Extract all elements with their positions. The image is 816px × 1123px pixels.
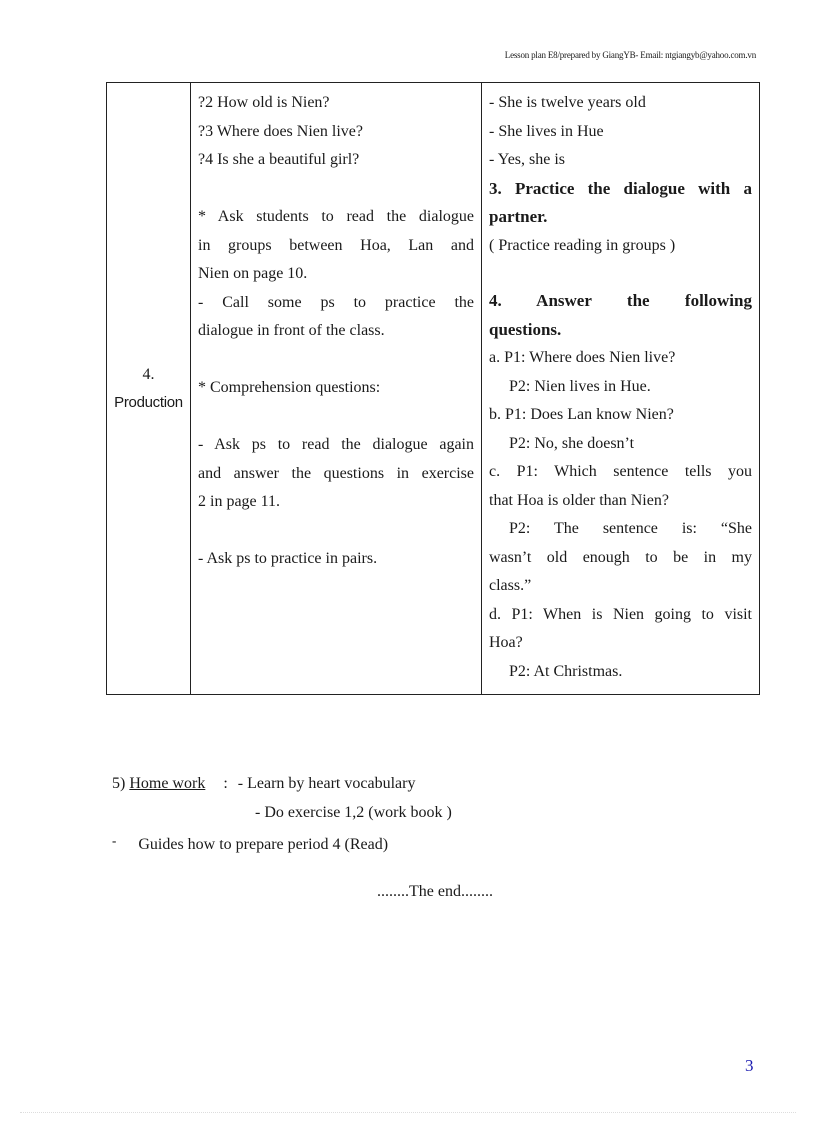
teacher-activities-cell	[191, 83, 482, 695]
heading-4-line-2: questions.	[489, 319, 562, 339]
page-divider	[20, 1112, 796, 1113]
qb-p2: P2: No, she doesn’t	[509, 434, 635, 452]
comprehension-heading: * Comprehension questions:	[198, 379, 381, 396]
read-instruction-line-3: Nien on page 10.	[198, 265, 308, 282]
homework-colon: :	[223, 775, 228, 792]
stage-name: Production	[114, 393, 183, 411]
stage-number: 4.	[142, 365, 155, 383]
question-3: ?3 Where does Nien live?	[198, 122, 363, 140]
answer-2: - She is twelve years old	[489, 94, 646, 111]
qd-p1-line-1: d. P1: When is Nien going to visit	[489, 605, 752, 623]
call-instruction-line-2: dialogue in front of the class.	[198, 322, 385, 339]
homework-prefix: 5)	[112, 775, 126, 792]
homework-section	[112, 770, 452, 860]
qd-p2: P2: At Christmas.	[509, 662, 623, 680]
qa-p2: P2: Nien lives in Hue.	[509, 377, 651, 395]
lesson-plan-table	[106, 82, 760, 695]
ask-instruction-line-1: - Ask ps to read the dialogue again	[198, 436, 474, 453]
stage-cell	[107, 83, 191, 695]
read-instruction-line-1: * Ask students to read the dialogue	[198, 208, 474, 225]
qc-p1-line-1: c. P1: Which sentence tells you	[489, 463, 752, 480]
homework-line-2: - Do exercise 1,2 (work book )	[255, 803, 452, 821]
homework-title: Home work	[129, 775, 206, 792]
the-end: ........The end........	[377, 883, 493, 900]
table-row	[107, 83, 760, 695]
call-instruction-line-1: - Call some ps to practice the	[198, 293, 474, 311]
answer-3: - She lives in Hue	[489, 122, 604, 140]
student-activities-cell	[482, 83, 760, 695]
pairs-instruction: - Ask ps to practice in pairs.	[198, 550, 378, 567]
ask-instruction-line-3: 2 in page 11.	[198, 493, 281, 510]
homework-line-1: - Learn by heart vocabulary	[237, 775, 416, 792]
reading-note: ( Practice reading in groups )	[489, 236, 676, 254]
qd-p1-line-2: Hoa?	[489, 634, 523, 651]
question-4: ?4 Is she a beautiful girl?	[198, 151, 360, 168]
qb-p1: b. P1: Does Lan know Nien?	[489, 406, 674, 423]
qa-p1: a. P1: Where does Nien live?	[489, 349, 676, 366]
read-instruction-line-2: in groups between Hoa, Lan and	[198, 236, 474, 254]
page-header: Lesson plan E8/prepared by GiangYB- Email: ntgiangyb@yahoo.com.vn	[504, 50, 756, 60]
heading-3-line-1: 3. Practice the dialogue with a	[489, 178, 752, 198]
page-number: 3	[745, 1056, 754, 1075]
ask-instruction-line-2: and answer the questions in exercise	[198, 464, 474, 482]
qc-p2-line-2: wasn’t old enough to be in my	[489, 548, 752, 566]
qc-p2-line-3: class.”	[489, 577, 532, 594]
qc-p2-line-1: P2: The sentence is: “She	[509, 520, 752, 537]
question-2: ?2 How old is Nien?	[198, 94, 330, 111]
homework-bullet: -	[112, 833, 117, 848]
answer-4: - Yes, she is	[489, 151, 566, 168]
heading-3-line-2: partner.	[489, 207, 548, 226]
homework-line-3: Guides how to prepare period 4 (Read)	[138, 836, 389, 853]
qc-p1-line-2: that Hoa is older than Nien?	[489, 491, 669, 509]
heading-4-line-1: 4. Answer the following	[489, 291, 752, 310]
